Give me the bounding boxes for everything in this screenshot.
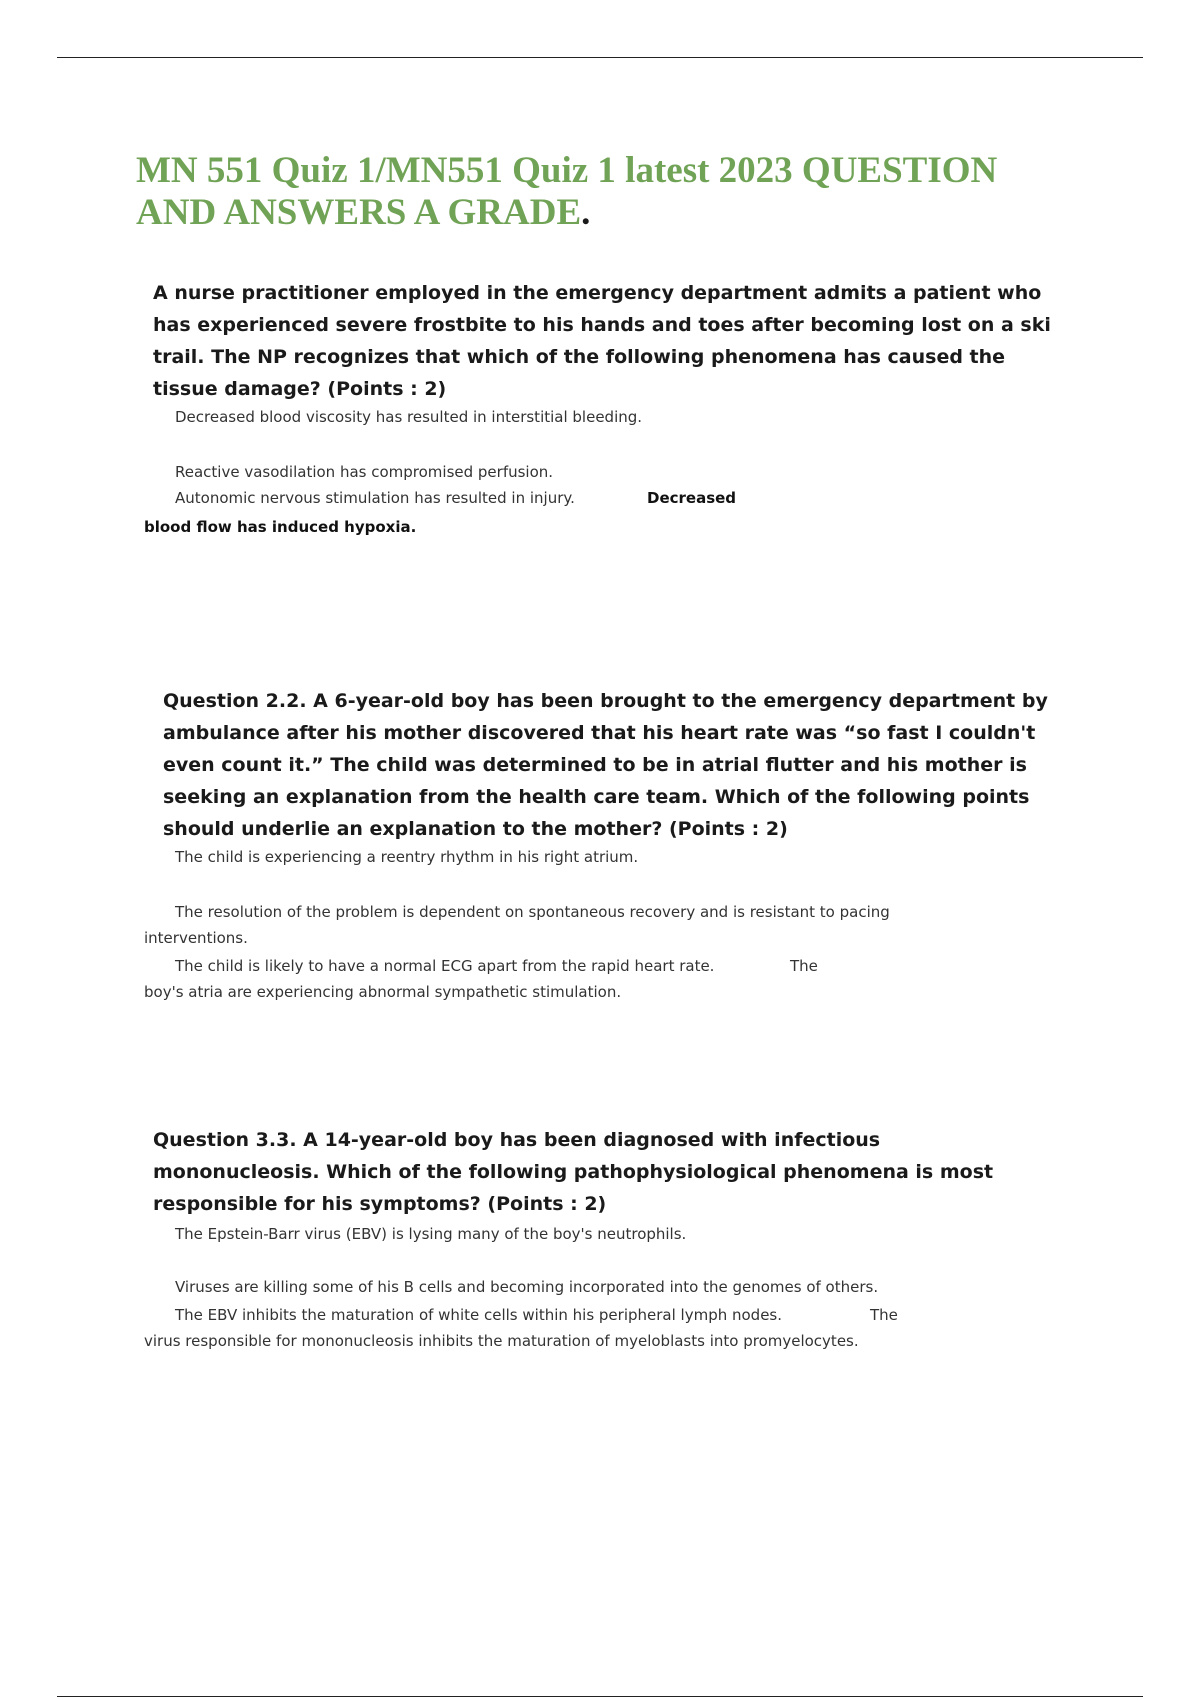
question-1-stem-line: has experienced severe frostbite to his hands and toes after becoming lost on a ski (153, 314, 1051, 336)
question-3-option-d-cont: virus responsible for mononucleosis inhibits the maturation of myeloblasts into promyelocytes. (144, 1332, 859, 1350)
question-2-stem-line: ambulance after his mother discovered that his heart rate was “so fast I couldn't (163, 722, 1036, 744)
question-2-stem (163, 685, 1048, 845)
question-2-option-d-cont: boy's atria are experiencing abnormal sympathetic stimulation. (144, 983, 622, 1001)
question-2-stem-line: Question 2.2. A 6-year-old boy has been brought to the emergency department by (163, 690, 1048, 712)
question-2-option-d: The (790, 957, 818, 975)
question-3-stem-line: responsible for his symptoms? (Points : 2) (153, 1193, 607, 1215)
question-2-option-b-cont: interventions. (144, 929, 248, 947)
top-rule (57, 57, 1143, 58)
question-1-option-d-cont: blood flow has induced hypoxia. (144, 518, 417, 536)
question-2-stem-line: should underlie an explanation to the mother? (Points : 2) (163, 818, 788, 840)
question-1-stem-line: A nurse practitioner employed in the emergency department admits a patient who (153, 282, 1042, 304)
question-1-stem-line: trail. The NP recognizes that which of the following phenomena has caused the (153, 346, 1006, 368)
title-period: . (581, 192, 591, 233)
question-3-stem (153, 1124, 993, 1220)
question-3-option-c: The EBV inhibits the maturation of white cells within his peripheral lymph nodes. (175, 1306, 783, 1324)
question-2-option-c: The child is likely to have a normal ECG apart from the rapid heart rate. (175, 957, 715, 975)
question-1-option-b: Reactive vasodilation has compromised perfusion. (175, 463, 554, 481)
question-1-option-a: Decreased blood viscosity has resulted in interstitial bleeding. (175, 408, 643, 426)
title-line-1: MN 551 Quiz 1/MN551 Quiz 1 latest 2023 QUESTION (136, 150, 998, 191)
question-3-option-d: The (870, 1306, 898, 1324)
question-2-option-b: The resolution of the problem is dependent on spontaneous recovery and is resistant to pacing (175, 903, 890, 921)
document-title (136, 150, 1036, 234)
question-3-stem-line: mononucleosis. Which of the following pathophysiological phenomena is most (153, 1161, 994, 1183)
question-1-option-c: Autonomic nervous stimulation has resulted in injury. (175, 489, 575, 507)
question-3-option-b: Viruses are killing some of his B cells and becoming incorporated into the genomes of others. (175, 1278, 879, 1296)
question-1-option-d: Decreased (647, 489, 737, 507)
question-3-stem-line: Question 3.3. A 14-year-old boy has been diagnosed with infectious (153, 1129, 881, 1151)
question-3-option-a: The Epstein-Barr virus (EBV) is lysing many of the boy's neutrophils. (175, 1225, 687, 1243)
question-2-stem-line: even count it.” The child was determined to be in atrial flutter and his mother is (163, 754, 1027, 776)
title-line-2: AND ANSWERS A GRADE (136, 192, 582, 233)
question-2-option-a: The child is experiencing a reentry rhythm in his right atrium. (175, 848, 639, 866)
bottom-rule (57, 1696, 1143, 1697)
question-1-stem-line: tissue damage? (Points : 2) (153, 378, 447, 400)
question-1-stem (153, 277, 1051, 405)
question-2-stem-line: seeking an explanation from the health care team. Which of the following points (163, 786, 1030, 808)
